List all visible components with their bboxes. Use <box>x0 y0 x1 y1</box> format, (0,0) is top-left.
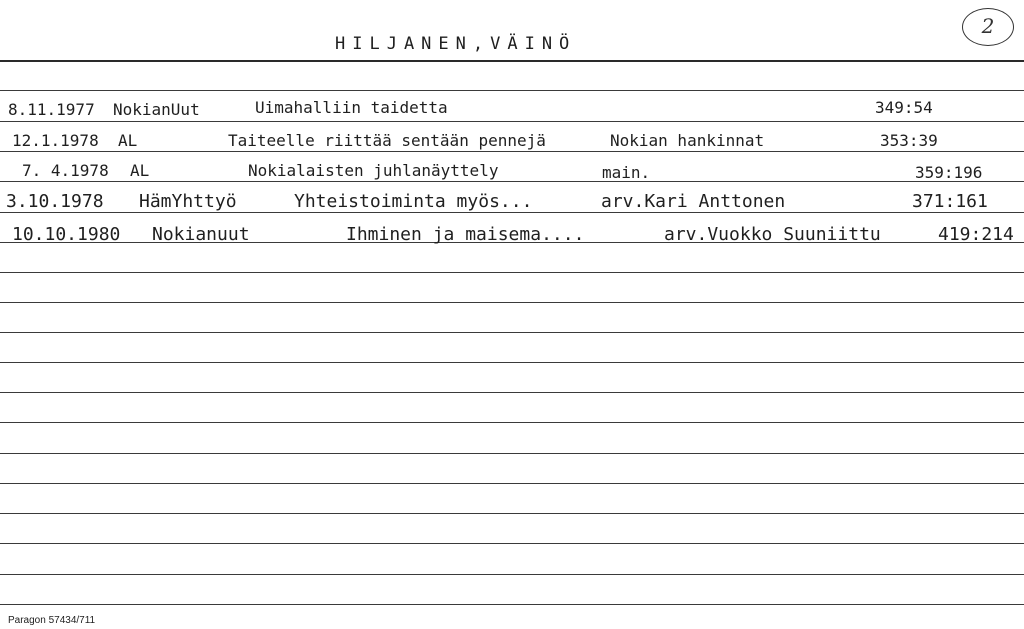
entry-title: Ihminen ja maisema.... <box>346 224 585 245</box>
ruled-line <box>0 302 1024 303</box>
card-number-circle: 2 <box>962 8 1014 46</box>
ruled-line <box>0 392 1024 393</box>
entry-ref: 419:214 <box>938 224 1014 245</box>
entry-note: main. <box>602 163 651 182</box>
entry-ref: 359:196 <box>915 163 983 182</box>
entry-date: 12.1.1978 <box>12 131 99 150</box>
entry-note: arv.Kari Anttonen <box>601 191 786 212</box>
ruled-line <box>0 422 1024 423</box>
ruled-line <box>0 574 1024 575</box>
entry-source: AL <box>130 161 150 180</box>
entry-source: HämYhttyö <box>139 191 237 212</box>
entry-ref: 371:161 <box>912 191 988 212</box>
print-code: Paragon 57434/711 <box>8 615 96 626</box>
ruled-line <box>0 121 1024 122</box>
entry-title: Taiteelle riittää sentään pennejä <box>228 131 546 150</box>
ruled-line <box>0 332 1024 333</box>
entry-note: Nokian hankinnat <box>610 131 765 150</box>
ruled-line <box>0 362 1024 363</box>
entry-title: Uimahalliin taidetta <box>255 98 448 117</box>
ruled-line <box>0 543 1024 544</box>
ruled-line <box>0 272 1024 273</box>
entry-date: 7. 4.1978 <box>22 161 109 180</box>
entry-title: Nokialaisten juhlanäyttely <box>248 161 499 180</box>
entry-date: 8.11.1977 <box>8 100 95 119</box>
entry-title: Yhteistoiminta myös... <box>294 191 533 212</box>
entry-source: NokianUut <box>113 100 200 119</box>
ruled-line <box>0 604 1024 605</box>
entry-ref: 349:54 <box>875 98 933 117</box>
ruled-line <box>0 483 1024 484</box>
entry-source: Nokianuut <box>152 224 250 245</box>
ruled-line <box>0 181 1024 182</box>
entry-source: AL <box>118 131 138 150</box>
card-title: HILJANEN,VÄINÖ <box>335 34 577 54</box>
entry-ref: 353:39 <box>880 131 938 150</box>
header-rule <box>0 60 1024 62</box>
ruled-line <box>0 453 1024 454</box>
ruled-line <box>0 151 1024 152</box>
entry-date: 3.10.1978 <box>6 191 104 212</box>
entry-note: arv.Vuokko Suuniittu <box>664 224 881 245</box>
ruled-line <box>0 90 1024 91</box>
ruled-line <box>0 212 1024 213</box>
ruled-line <box>0 513 1024 514</box>
entry-date: 10.10.1980 <box>12 224 121 245</box>
